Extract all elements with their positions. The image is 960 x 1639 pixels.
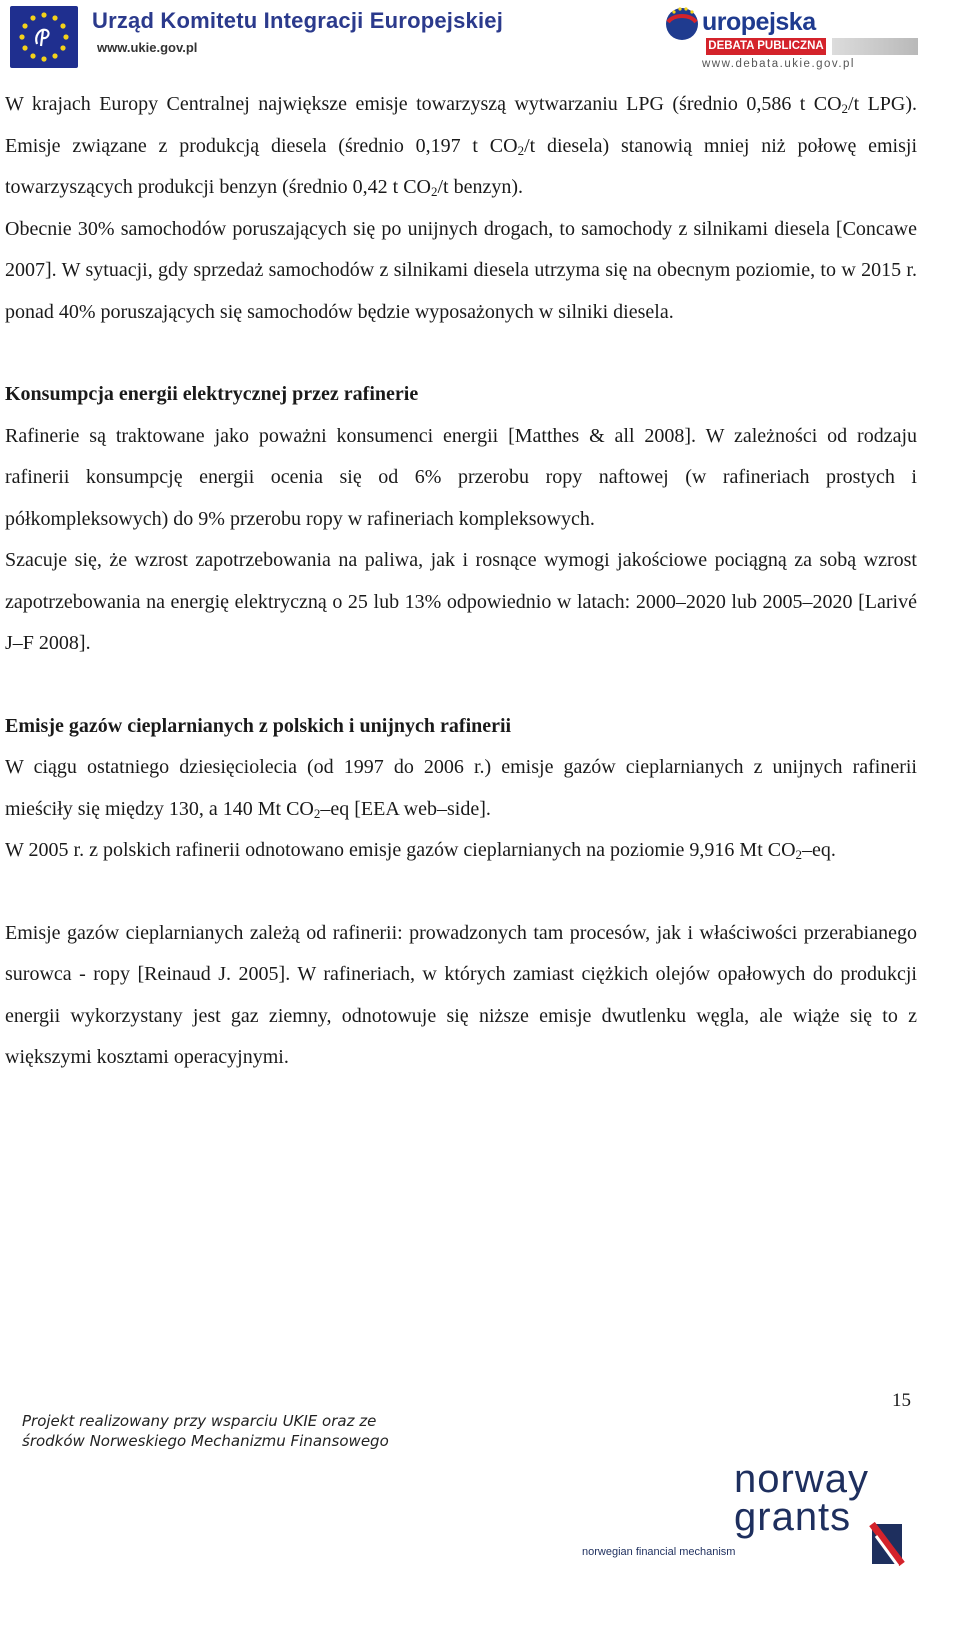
norway-grants-subtitle: norwegian financial mechanism (582, 1546, 736, 1558)
section-heading-ghg-emissions: Emisje gazów cieplarnianych z polskich i unijnych rafinerii (5, 714, 512, 737)
page-number: 15 (892, 1390, 911, 1411)
debata-stripe (832, 38, 918, 55)
norway-grants-logo (582, 1457, 924, 1568)
page-header (0, 0, 960, 80)
project-note-line-1: Projekt realizowany przy wsparciu UKIE oraz ze (22, 1412, 377, 1430)
debata-publiczna-logo (664, 4, 922, 72)
eu-flag-logo (10, 6, 78, 68)
debata-name: uropejska (702, 8, 816, 36)
document-body (5, 84, 917, 1079)
paragraph-diesel-cars: Obecnie 30% samochodów poruszających się po unijnych drogach, to samochody z silnikami diesela [Concawe 2007]. W sytuacji, gdy sprzedaż samochodów z silnikami diesela utrzyma się na obecnym poziomie, to w 2015 r. ponad 40% poruszających się samochodów będzie wyposażonych w silniki diesela. (5, 217, 917, 323)
debata-url[interactable]: www.debata.ukie.gov.pl (702, 58, 855, 70)
project-funding-note (22, 1411, 389, 1451)
paragraph-emission-factors: Emisje gazów cieplarnianych zależą od rafinerii: prowadzonych tam procesów, jak i właściwości przerabianego surowca - ropy [Reinaud J. 2005]. W rafineriach, w których zamiast ciężkich olejów opałowych do produkcji energii wykorzystany jest gaz ziemny, odnotowuje się niższe emisje dwutlenku węgla, ale wiąże się to z większymi kosztami operacyjnymi. (5, 921, 917, 1068)
project-note-line-2: środków Norweskiego Mechanizmu Finansowego (22, 1432, 389, 1450)
debata-label: DEBATA PUBLICZNA (706, 38, 826, 55)
paragraph-refinery-consumers: Rafinerie są traktowane jako poważni konsumenci energii [Matthes & all 2008]. W zależności od rodzaju rafinerii konsumpcję energii ocenia się od 6% przerobu ropy naftowej (w rafineriach prostych i półkompleksowych) do 9% przerobu ropy w rafineriach kompleksowych. (5, 424, 917, 530)
paragraph-polish-emissions: W 2005 r. z polskich rafinerii odnotowano emisje gazów cieplarnianych na poziomie 9,916 Mt $CO_2-eq$. (5, 839, 836, 862)
norway-grants-mark-icon (868, 1522, 908, 1568)
paragraph-demand-growth: Szacuje się, że wzrost zapotrzebowania na paliwa, jak i rosnące wymogi jakościowe pociągną za sobą wzrost zapotrzebowania na energię elektryczną o 25 lub 13% odpowiednio w latach: 2000–2020 lub 2005–2020 [Larivé J–F 2008]. (5, 549, 917, 654)
norway-grants-wordmark: norway grants (734, 1457, 869, 1539)
ukie-title: Urząd Komitetu Integracji Europejskiej (92, 8, 504, 33)
section-heading-electricity: Konsumpcja energii elektrycznej przez rafinerie (5, 383, 419, 405)
ukie-url[interactable]: www.ukie.gov.pl (97, 40, 198, 55)
paragraph-lpg-emissions: W krajach Europy Centralnej największe emisje towarzyszą wytwarzaniu LPG (średnio 0,586 t $CO_2/t$ LPG). Emisje związane z produkcją diesela (średnio 0,197 t $CO_2/t$ diesela) stanowią mniej niż połowę emisji towarzyszących produkcji benzyn (średnio 0,42 t $CO_2/t$ benzyn). (5, 93, 918, 199)
europe-globe-icon (664, 6, 700, 42)
paragraph-eu-refinery-emissions: W ciągu ostatniego dziesięciolecia (od 1997 do 2006 r.) emisje gazów cieplarnianych z unijnych rafinerii mieściły się między 130, a 140 Mt $CO_2-eq$ [EEA web–side]. (5, 756, 917, 821)
